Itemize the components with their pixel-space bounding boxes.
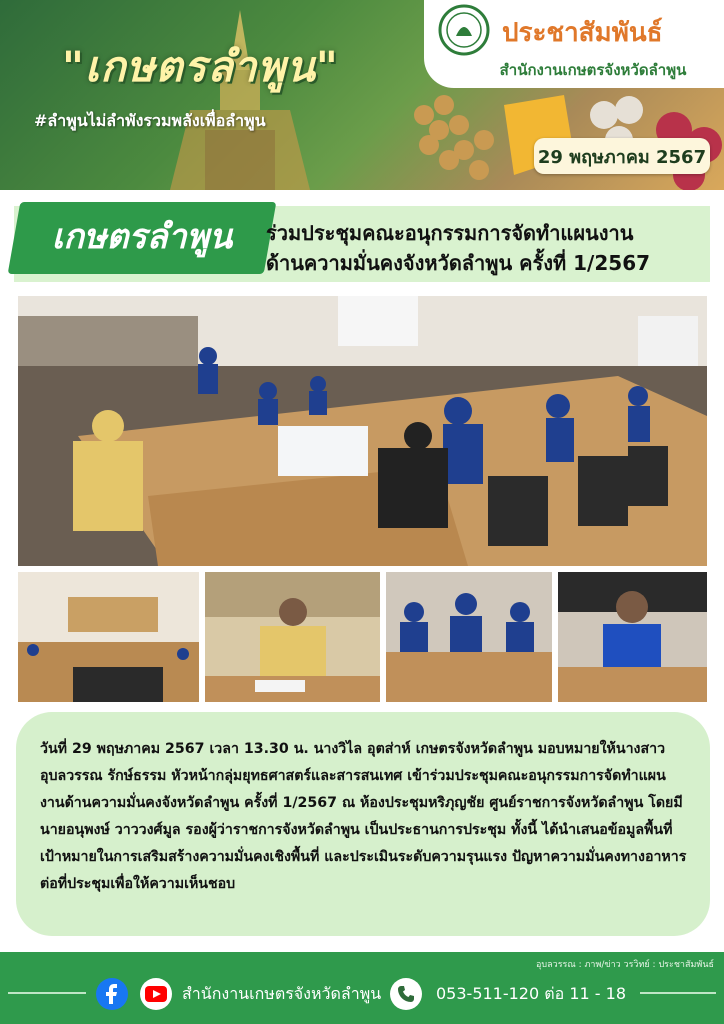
brand-title: "เกษตรลำพูน" <box>62 42 339 91</box>
pr-subtitle: สำนักงานเกษตรจังหวัดลำพูน <box>499 61 687 79</box>
photo-credit: อุบลวรรณ : ภาพ/ข่าว วรวิทย์ : ประชาสัมพันธ์ <box>536 960 714 970</box>
header-banner <box>0 0 724 190</box>
meeting-photo-speaker <box>558 572 707 702</box>
footer-divider-left <box>8 992 86 994</box>
meeting-photo-chair <box>205 572 380 702</box>
article-body: วันที่ 29 พฤษภาคม 2567 เวลา 13.30 น. นางวิไล อุตส่าห์ เกษตรจังหวัดลำพูน มอบหมายให้นางสาวอุบลวรรณ รักษ์ธรรม หัวหน้ากลุ่มยุทธศาสตร์และสารสนเทศ เข้าร่วมประชุมคณะอนุกรรมการจัดทำแผนงานด้านความมั่นคงจังหวัดลำพูน ครั้งที่ 1/2567 ณ ห้องประชุมหริภุญชัย ศูนย์ราชการจังหวัดลำพูน โดยมีนายอนุพงษ์ วาววงศ์มูล รองผู้ว่าราชการจังหวัดลำพูน เป็นประธานการประชุม ทั้งนี้ ได้นำเสนอข้อมูลพื้นที่เป้าหมายในการเสริมสร้างความมั่นคงเชิงพื้นที่ และประเมินระดับความรุนแรง ปัญหาความมั่นคงทางอาหารต่อที่ประชุมเพื่อให้ความเห็นชอบ <box>40 741 687 892</box>
footer-office-name: สำนักงานเกษตรจังหวัดลำพูน <box>182 984 382 1003</box>
main-meeting-photo <box>18 296 707 566</box>
facebook-icon[interactable] <box>96 978 128 1010</box>
headline-line-2: ด้านความมั่นคงจังหวัดลำพูน ครั้งที่ 1/2567 <box>266 251 651 275</box>
headline <box>266 218 706 278</box>
footer-divider-right <box>640 992 716 994</box>
footer-phone-number: 053-511-120 ต่อ 11 - 18 <box>436 984 626 1003</box>
date-badge: 29 พฤษภาคม 2567 <box>534 138 710 174</box>
youtube-icon[interactable] <box>140 978 172 1010</box>
meeting-photo-participants <box>386 572 552 702</box>
phone-icon[interactable] <box>390 978 422 1010</box>
hashtag: #ลำพูนไม่ลำพังรวมพลังเพื่อลำพูน <box>34 111 266 130</box>
title-badge-label: เกษตรลำพูน <box>51 217 233 257</box>
pr-box <box>424 0 724 88</box>
pr-title: ประชาสัมพันธ์ <box>502 18 663 48</box>
department-seal-icon <box>438 4 490 56</box>
meeting-photo-room <box>18 572 199 702</box>
headline-line-1: ร่วมประชุมคณะอนุกรรมการจัดทำแผนงาน <box>266 221 634 245</box>
